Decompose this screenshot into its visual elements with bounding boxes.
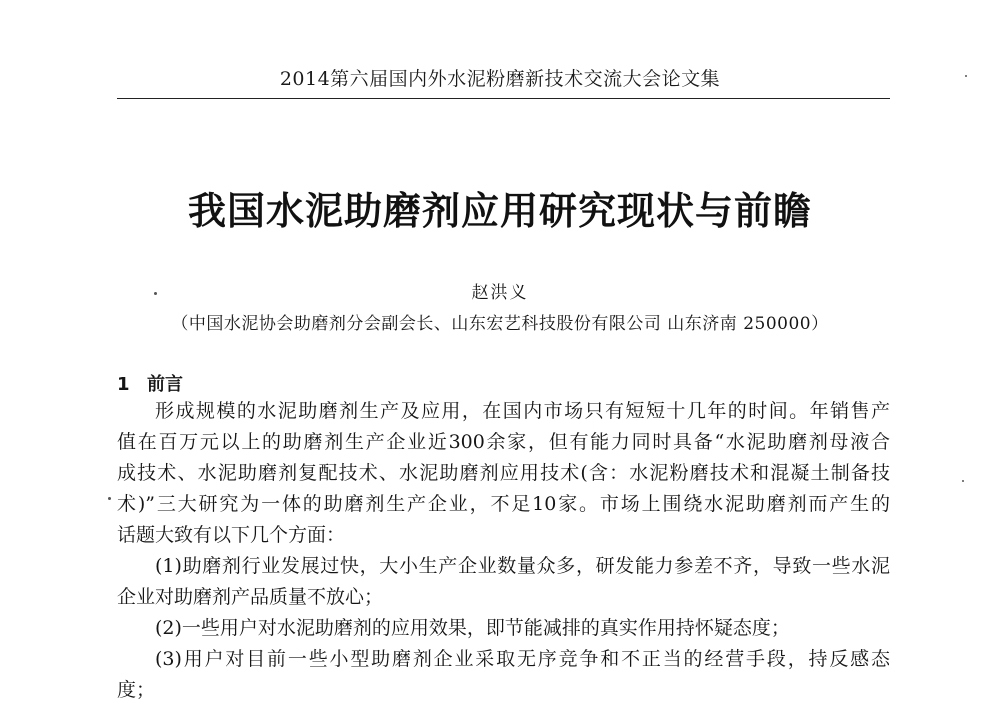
scan-speck — [962, 480, 964, 482]
running-header: 2014第六届国内外水泥粉磨新技术交流大会论文集 — [279, 68, 721, 90]
paragraph-line: 值在百万元以上的助磨剂生产企业近300余家，但有能力同时具备“水泥助磨剂母液合 — [117, 431, 890, 453]
list-item-line: (1)助磨剂行业发展过快，大小生产企业数量众多，研发能力参差不齐，导致一些水泥 — [155, 555, 890, 577]
list-item-line: (3)用户对目前一些小型助磨剂企业采取无序竞争和不正当的经营手段，持反感态 — [155, 648, 890, 670]
section-title: 前言 — [147, 374, 183, 395]
scan-speck — [108, 497, 111, 500]
list-item-line: 企业对助磨剂产品质量不放心； — [117, 586, 384, 608]
paragraph-line: 术)”三大研究为一体的助磨剂生产企业，不足10家。市场上围绕水泥助磨剂而产生的 — [117, 493, 890, 515]
paragraph-line: 成技术、水泥助磨剂复配技术、水泥助磨剂应用技术(含：水泥粉磨技术和混凝土制备技 — [117, 462, 890, 484]
paragraph-line: 形成规模的水泥助磨剂生产及应用，在国内市场只有短短十几年的时间。年销售产 — [155, 400, 890, 422]
author-affiliation: （中国水泥协会助磨剂分会副会长、山东宏艺科技股份有限公司 山东济南 250000） — [171, 314, 829, 334]
article-title: 我国水泥助磨剂应用研究现状与前瞻 — [187, 189, 812, 233]
paragraph-line: 话题大致有以下几个方面： — [117, 524, 346, 546]
scan-speck — [965, 75, 967, 77]
section-heading — [117, 370, 183, 396]
section-number: 1 — [117, 374, 130, 395]
section-body — [117, 396, 890, 706]
list-item-line: 度； — [117, 679, 156, 701]
header-rule — [117, 98, 890, 99]
list-item-line: (2)一些用户对水泥助磨剂的应用效果，即节能减排的真实作用持怀疑态度； — [155, 617, 790, 639]
author-name: 赵洪义 — [471, 283, 529, 303]
